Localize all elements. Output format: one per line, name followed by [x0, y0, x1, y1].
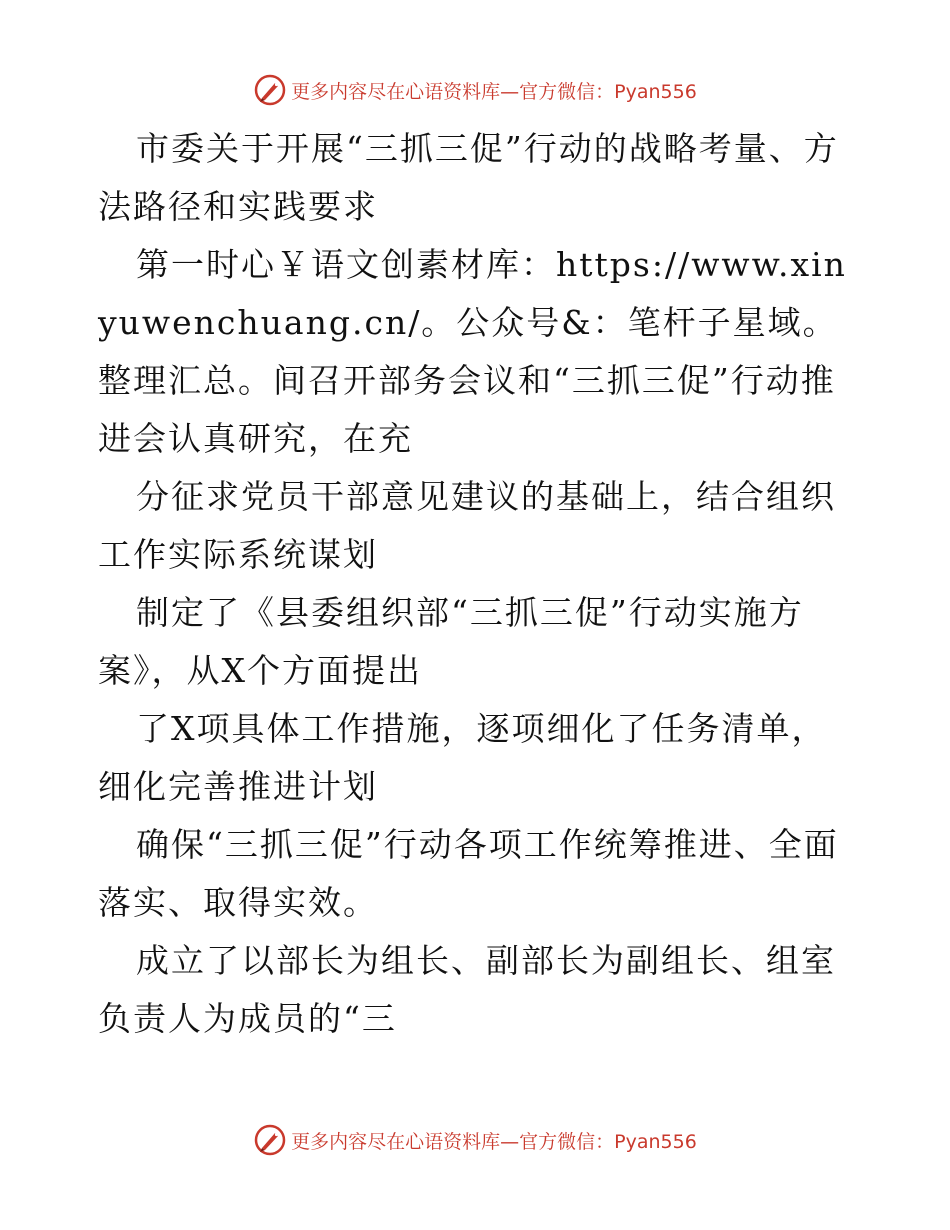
- paragraph: 了X项具体工作措施，逐项细化了任务清单，细化完善推进计划: [98, 709, 827, 806]
- pen-logo-icon: [253, 73, 287, 107]
- paragraph: 确保“三抓三促”行动各项工作统筹推进、全面落实、取得实效。: [98, 825, 839, 922]
- footer-banner: [0, 1122, 950, 1158]
- paragraph: 第一时心￥语文创素材库：https://www.xinyuwenchuang.cn/。公众号&：笔杆子星域。整理汇总。间召开部务会议和“三抓三促”行动推进会认真研究，在充: [98, 245, 847, 458]
- banner-handle: Pyan556: [614, 1130, 697, 1153]
- banner-text: 更多内容尽在心语资料库—官方微信：: [291, 80, 615, 103]
- paragraph: 分征求党员干部意见建议的基础上，结合组织工作实际系统谋划: [98, 477, 836, 574]
- paragraph: 成立了以部长为组长、副部长为副组长、组室负责人为成员的“三: [98, 941, 836, 1038]
- paragraph-title: 市委关于开展“三抓三促”行动的战略考量、方法路径和实践要求: [98, 129, 839, 226]
- banner-handle: Pyan556: [614, 80, 697, 103]
- banner-text: 更多内容尽在心语资料库—官方微信：: [291, 1130, 615, 1153]
- header-banner: [0, 72, 950, 108]
- pen-logo-icon: [253, 1123, 287, 1157]
- paragraph: 制定了《县委组织部“三抓三促”行动实施方案》，从X个方面提出: [98, 593, 804, 690]
- document-body: [98, 120, 858, 1048]
